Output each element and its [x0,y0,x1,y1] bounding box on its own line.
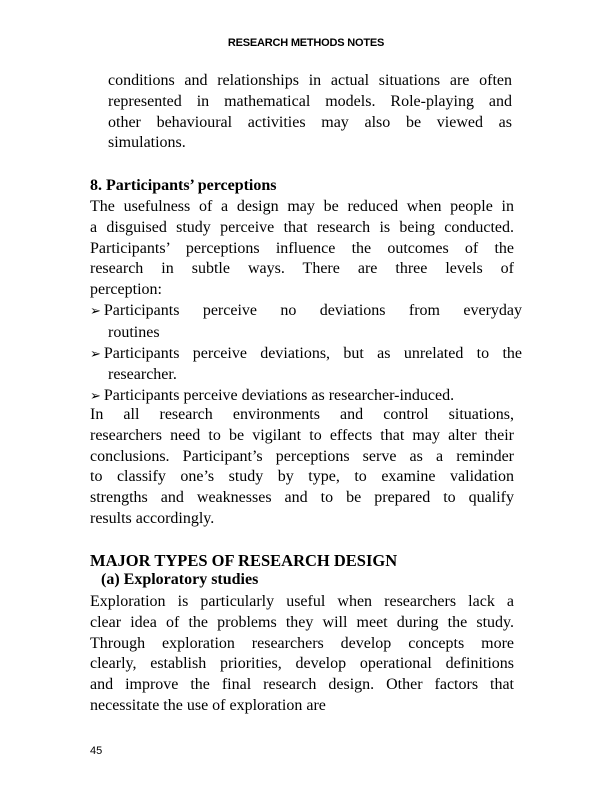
text-line: Participants’ perceptions influence the outcomes of the [90,239,514,257]
paragraph-exploratory [90,592,514,717]
arrow-bullet-icon: ➢ [90,389,101,405]
text-line: conclusions. Participant’s perceptions serve as a reminder [90,447,514,465]
text-line: to classify one’s study by type, to examine validation [90,468,514,486]
text-line: clearly, establish priorities, develop operational definitions [90,655,514,673]
text-line: researchers need to be vigilant to effects that may alter their [90,426,514,444]
text-line: other behavioural activities may also be viewed as [108,113,512,131]
section-heading: 8. Participants’ perceptions [90,177,277,194]
major-heading: MAJOR TYPES OF RESEARCH DESIGN [90,551,398,570]
text-line: The usefulness of a design may be reduced when people in [90,198,514,215]
arrow-bullet-icon: ➢ [90,304,101,319]
text-line: conditions and relationships in actual situations are often [108,72,512,89]
bullet-text: Participants perceive no deviations from everyday [103,302,522,319]
subheading: (a) Exploratory studies [101,571,259,588]
bullet-item [90,344,522,366]
paragraph-closing [90,405,514,530]
bullet-text: Participants perceive deviations, but as unrelated to the [103,344,522,362]
text-line: represented in mathematical models. Role-playing and [108,92,512,110]
text-line: Exploration is particularly useful when researchers lack a [90,593,514,610]
text-line: perception: [90,281,162,299]
text-line: In all research environments and control situations, [90,406,514,423]
arrow-bullet-icon: ➢ [90,346,101,362]
running-header: RESEARCH METHODS NOTES [227,37,385,49]
paragraph-continuation [108,71,512,154]
page-number: 45 [90,745,103,757]
text-line: results accordingly. [90,509,215,527]
text-line: Through exploration researchers develop concepts more [90,634,514,652]
text-line: and improve the final research design. Other factors that [90,676,514,694]
bullet-item [90,301,522,323]
text-line: necessitate the use of exploration are [90,696,326,714]
text-line: a disguised study perceive that research is being conducted. [90,218,514,236]
bullet-continuation: researcher. [108,366,177,384]
text-line: clear idea of the problems they will meet during the study. [90,613,514,631]
text-line: research in subtle ways. There are three levels of [90,260,514,278]
text-line: simulations. [108,134,186,152]
bullet-continuation: routines [108,323,160,341]
bullet-text: Participants perceive deviations as researcher-induced. [103,387,455,405]
bullet-list [90,301,522,408]
text-line: strengths and weaknesses and to be prepared to qualify [90,489,514,507]
section-body [90,197,514,301]
